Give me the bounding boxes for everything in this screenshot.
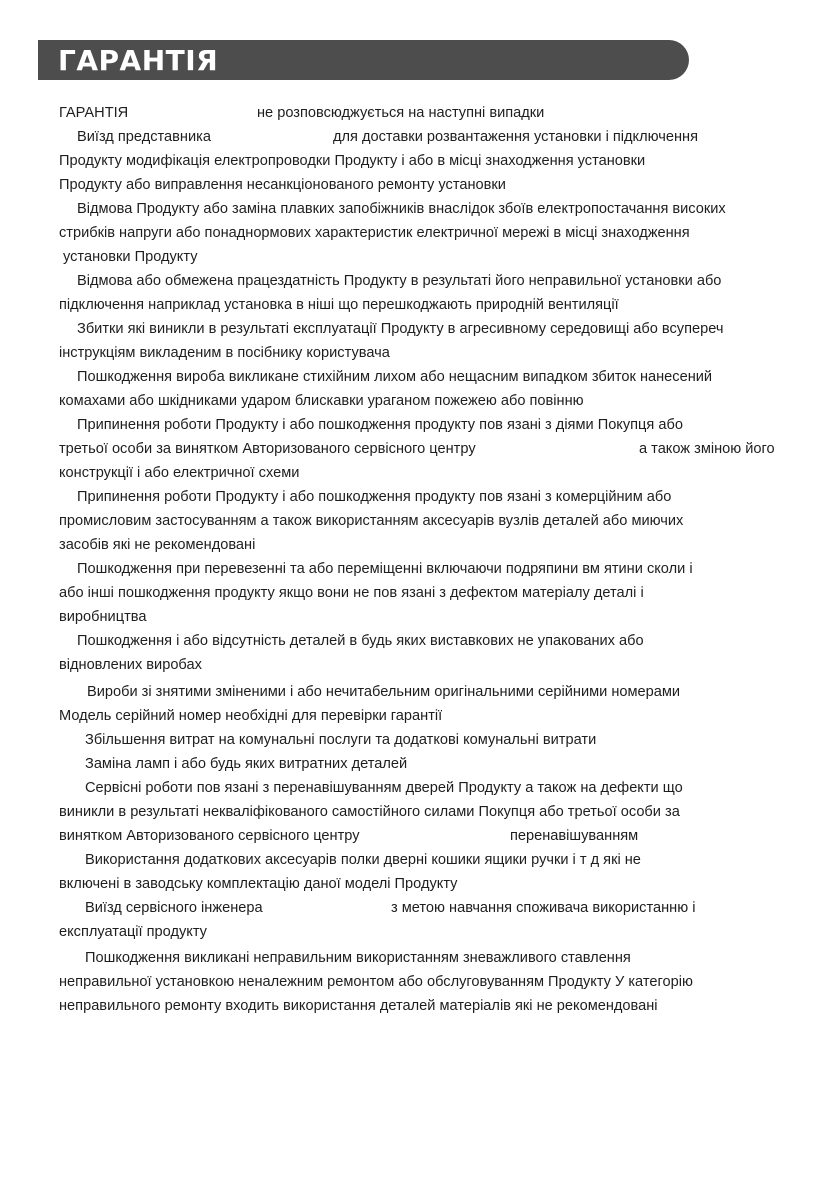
text-line: конструкції і або електричної схеми	[59, 465, 300, 481]
text-line: відновлених виробах	[59, 657, 202, 673]
text-line: перенавішуванням	[510, 828, 639, 844]
text-line: а також зміною його	[639, 441, 775, 457]
text-line: для доставки розвантаження установки і підключення	[333, 129, 698, 145]
text-line: неправильного ремонту входить використання деталей матеріалів які не рекомендовані	[59, 998, 658, 1014]
text-line: Сервісні роботи пов язані з перенавішуванням дверей Продукту а також на дефекти що	[85, 780, 683, 796]
text-line: стрибків напруги або понаднормових характеристик електричної мережі в місці знаходження	[59, 225, 690, 241]
text-line: ГАРАНТІЯ	[59, 105, 129, 121]
text-line: з метою навчання споживача використанню і	[391, 900, 696, 916]
text-line: Заміна ламп і або будь яких витратних деталей	[85, 756, 408, 772]
text-line: Збитки які виникли в результаті експлуатації Продукту в агресивному середовищі або всупереч	[77, 321, 724, 337]
text-line: або інші пошкодження продукту якщо вони не пов язані з дефектом матеріалу деталі і	[59, 585, 644, 601]
text-line: установки Продукту	[63, 249, 198, 265]
text-line: виробництва	[59, 609, 147, 625]
text-line: Модель серійний номер необхідні для перевірки гарантії	[59, 708, 443, 724]
text-line: Пошкодження виробa викликане стихійним лихом або нещасним випадком збиток нанесений	[77, 369, 713, 385]
text-line: інструкціям викладеним в посібнику користувача	[59, 345, 390, 361]
text-line: експлуатації продукту	[59, 924, 207, 940]
text-line: Виїзд представника	[77, 129, 211, 145]
section-title: ГАРАНТІЯ	[58, 44, 219, 77]
text-line: Виїзд сервісного інженера	[85, 900, 263, 916]
text-line: підключення наприклад установка в ніші що перешкоджають природній вентиляції	[59, 297, 619, 313]
text-line: Відмова або обмежена працездатність Продукту в результаті його неправильної установки або	[77, 273, 722, 289]
text-line: Пошкодження викликані неправильним використанням зневажливого ставлення	[85, 950, 631, 966]
text-line: Пошкодження і або відсутність деталей в будь яких виставкових не упакованих або	[77, 633, 644, 649]
text-line: неправильної установкою неналежним ремонтом або обслуговуванням Продукту У категорію	[59, 974, 693, 990]
text-line: Використання додаткових аксесуарів полки дверні кошики ящики ручки і т д які не	[85, 852, 641, 868]
text-line: Відмова Продукту або заміна плавких запобіжників внаслідок збоїв електропостачання високих	[77, 201, 726, 217]
text-line: Продукту модифікація електропроводки Продукту і або в місці знаходження установки	[59, 153, 646, 169]
text-line: Пошкодження при перевезенні та або переміщенні включаючи подряпини вм ятини сколи і	[77, 561, 693, 577]
text-line: не розповсюджується на наступні випадки	[257, 105, 545, 121]
text-line: включені в заводську комплектацію даної моделі Продукту	[59, 876, 458, 892]
text-line: Припинення роботи Продукту і або пошкодження продукту пов язані з діями Покупця або	[77, 417, 683, 433]
text-line: винятком Авторизованого сервісного центру	[59, 828, 360, 844]
text-line: Вироби зі знятими зміненими і або нечитабельним оригінальними серійними номерами	[87, 684, 681, 700]
text-line: виникли в результаті некваліфікованого самостійного силами Покупця або третьої особи за	[59, 804, 680, 820]
text-line: промисловим застосуванням а також використанням аксесуарів вузлів деталей або миючих	[59, 513, 684, 529]
text-line: комахами або шкідниками ударом блискавки ураганом пожежею або повінню	[59, 393, 584, 409]
text-line: Припинення роботи Продукту і або пошкодження продукту пов язані з комерційним або	[77, 489, 672, 505]
text-line: третьої особи за винятком Авторизованого сервісного центру	[59, 441, 476, 457]
text-line: Збільшення витрат на комунальні послуги та додаткові комунальні витрати	[85, 732, 597, 748]
text-line: засобів які не рекомендовані	[59, 537, 256, 553]
text-line: Продукту або виправлення несанкціонованого ремонту установки	[59, 177, 506, 193]
